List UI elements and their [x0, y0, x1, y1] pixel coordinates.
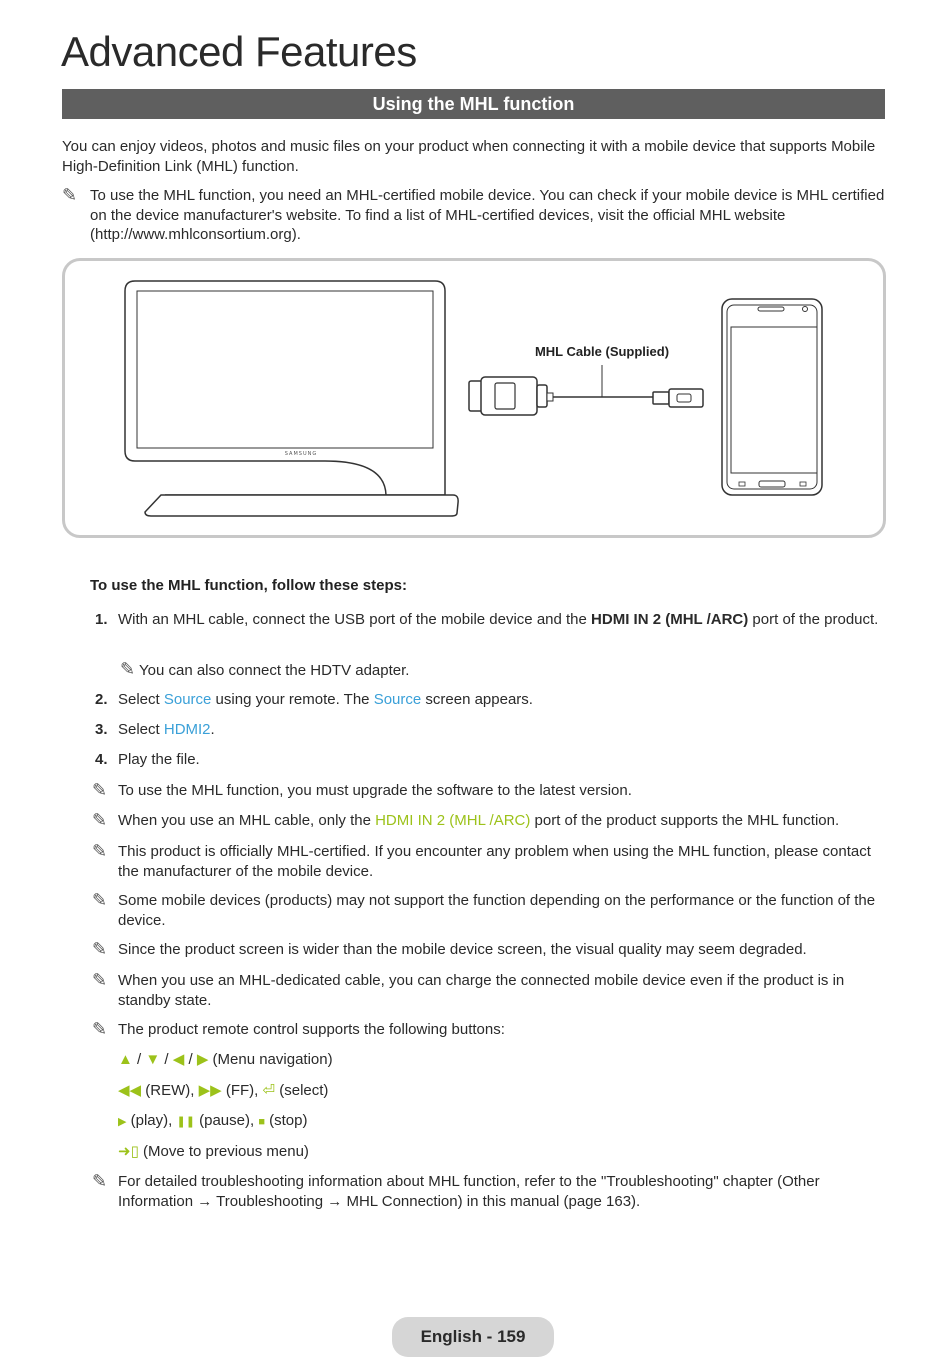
step-text-part: port of the product. [748, 611, 879, 628]
pause-icon: ❚❚ [176, 1116, 195, 1128]
return-icon: ➜▯ [118, 1143, 139, 1160]
triangle-right-icon: ▶ [196, 1051, 209, 1068]
note-text: This product is officially MHL-certified. If you encounter any problem when using the MHL function, please contact the manufacturer of the mobile device. [118, 843, 871, 880]
page-title: Advanced Features [61, 28, 417, 75]
buttons-navigation [118, 1050, 878, 1070]
step-text-part: With an MHL cable, connect the USB port of the mobile device and the [118, 611, 592, 628]
source-screen-term: Source [373, 691, 422, 708]
pencil-note-icon: ✎ [92, 1171, 108, 1191]
steps-heading: To use the MHL function, follow these steps: [90, 577, 407, 594]
note-text: To use the MHL function, you must upgrade the software to the latest version. [118, 782, 632, 799]
step-number: 3. [95, 721, 108, 738]
step-1-note [120, 660, 880, 681]
page-number-footer: English - 159 [392, 1317, 554, 1357]
separator: / [164, 1051, 169, 1068]
note-text: Since the product screen is wider than the mobile device screen, the visual quality may seem degraded. [118, 941, 807, 958]
pencil-note-icon: ✎ [92, 780, 108, 800]
button-description: (pause), [199, 1112, 255, 1129]
tv-illustration [125, 281, 458, 516]
buttons-play-pause-stop [118, 1111, 878, 1133]
pencil-note-icon: ✎ [92, 939, 108, 959]
pencil-note-icon: ✎ [92, 810, 108, 830]
play-icon: ▶ [118, 1116, 127, 1128]
note-text [118, 811, 888, 831]
hdmi-port-term: HDMI IN 2 (MHL /ARC) [375, 812, 531, 829]
step-text [118, 610, 888, 630]
intro-note [62, 186, 890, 245]
pencil-note-icon: ✎ [92, 890, 108, 910]
pencil-note-icon: ✎ [62, 185, 78, 205]
button-description: (REW), [145, 1082, 195, 1099]
triangle-left-icon: ◀ [172, 1051, 185, 1068]
step-text: Play the file. [118, 751, 200, 768]
port-name: HDMI IN 2 (MHL /ARC) [591, 611, 749, 628]
step-text-part: Select [118, 691, 164, 708]
pencil-note-icon: ✎ [92, 841, 108, 861]
section-title: Using the MHL function [62, 89, 885, 119]
source-menu-term: Source [163, 691, 212, 708]
cable-label: MHL Cable (Supplied) [534, 344, 670, 359]
diagram-illustration [65, 261, 883, 535]
buttons-rew-ff-select [118, 1081, 878, 1101]
enter-icon: ⏎ [262, 1082, 276, 1099]
step-note-text: You can also connect the HDTV adapter. [139, 662, 410, 679]
step-text-part: screen appears. [421, 691, 533, 708]
hdmi-plug-illustration [469, 377, 553, 415]
hdmi2-term: HDMI2 [163, 721, 211, 738]
note-text: Some mobile devices (products) may not support the function depending on the performance or the function of the device. [118, 892, 876, 929]
buttons-return [118, 1142, 878, 1162]
intro-note-text: To use the MHL function, you need an MHL-certified mobile device. You can check if your mobile device is MHL certified on the device manufacturer's website. To find a list of MHL-certified devices, visit the official MHL website (http://www.mhlconsortium.org). [90, 187, 885, 243]
triangle-down-icon: ▼ [145, 1051, 161, 1068]
intro-text: You can enjoy videos, photos and music files on your product when connecting it with a mobile device that supports Mobile High-Definition Link (MHL) function. [62, 138, 876, 175]
phone-illustration [722, 299, 822, 495]
connection-diagram [62, 258, 886, 538]
note-text-part: When you use an MHL cable, only the [118, 812, 376, 829]
button-description: (select) [279, 1082, 329, 1099]
separator: / [137, 1051, 142, 1068]
step-text-part: . [210, 721, 215, 738]
pencil-note-icon: ✎ [92, 1019, 108, 1039]
step-number: 4. [95, 751, 108, 768]
fast-forward-icon: ▶▶ [198, 1082, 222, 1099]
button-description: (Move to previous menu) [143, 1143, 309, 1160]
step-text [118, 720, 888, 740]
note-text-part: port of the product supports the MHL function. [530, 812, 840, 829]
step-number: 2. [95, 691, 108, 708]
stop-icon: ■ [258, 1116, 265, 1128]
triangle-up-icon: ▲ [118, 1051, 133, 1068]
note-text: The product remote control supports the following buttons: [118, 1021, 505, 1038]
tv-brand: SAMSUNG [284, 451, 318, 457]
separator: / [188, 1051, 193, 1068]
step-text-part: Select [118, 721, 164, 738]
micro-usb-plug-illustration [653, 389, 703, 407]
pencil-note-icon: ✎ [92, 970, 108, 990]
button-description: (play), [130, 1112, 173, 1129]
note-text: When you use an MHL-dedicated cable, you can charge the connected mobile device even if the product is in standby state. [118, 972, 845, 1009]
step-text-part: using your remote. The [211, 691, 374, 708]
button-description: (stop) [269, 1112, 308, 1129]
rewind-icon: ◀◀ [118, 1082, 142, 1099]
pencil-note-icon: ✎ [120, 659, 136, 679]
button-description: (FF), [225, 1082, 259, 1099]
note-text: For detailed troubleshooting information about MHL function, refer to the "Troubleshooting" chapter (Other Information → Troubleshooting → MHL Connection) in this manual (page 163). [118, 1173, 820, 1210]
button-description: (Menu navigation) [212, 1051, 333, 1068]
step-text [118, 690, 888, 710]
step-number: 1. [95, 611, 108, 628]
